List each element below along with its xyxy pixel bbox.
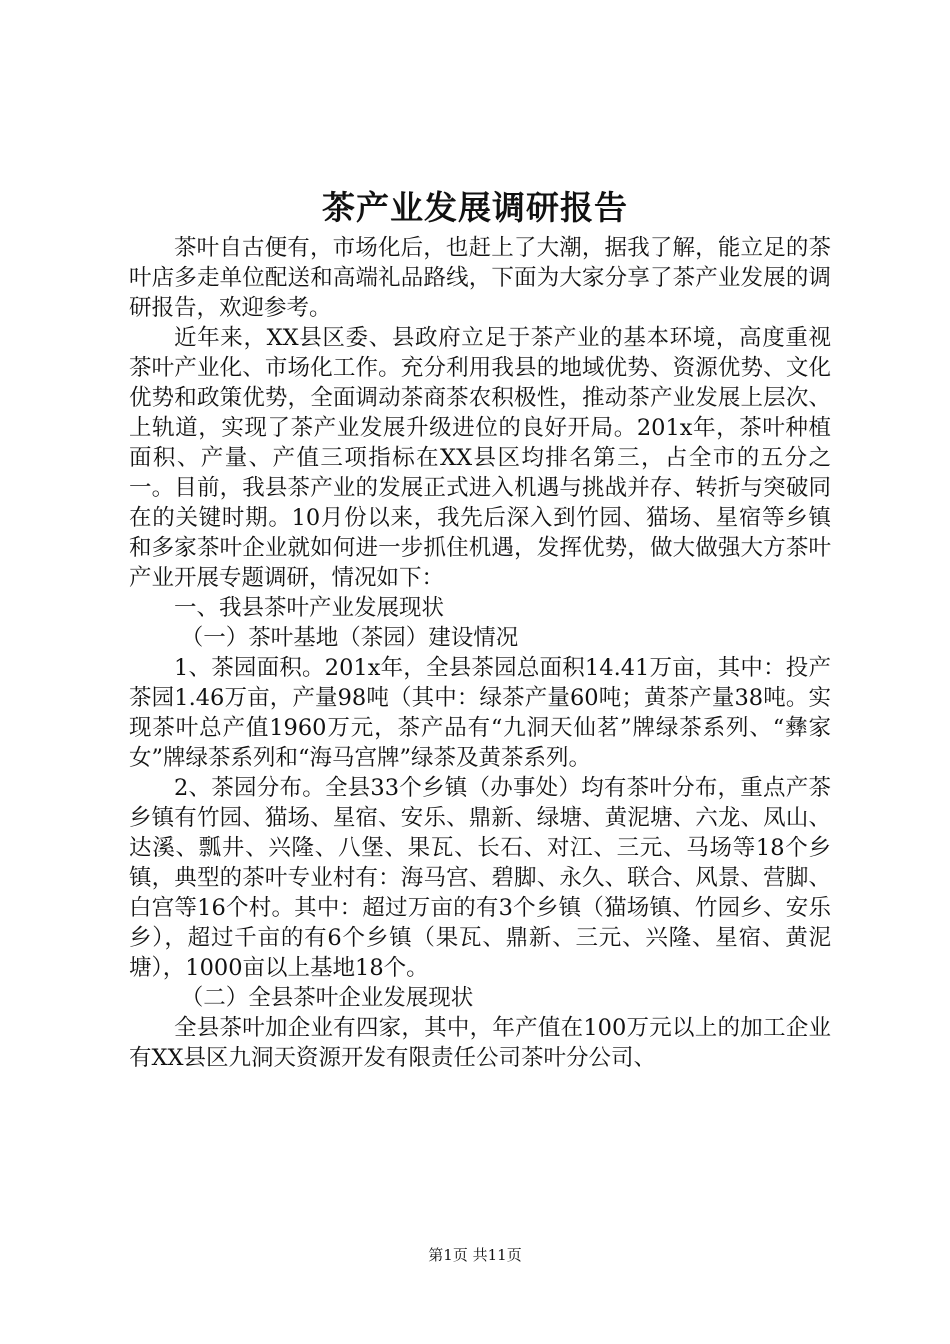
enterprise-paragraph: 全县茶叶加企业有四家，其中，年产值在100万元以上的加工企业有XX县区九洞天资源开发有限责任公司茶叶分公司、	[129, 1015, 831, 1071]
intro-paragraph: 茶叶自古便有，市场化后，也赶上了大潮，据我了解，能立足的茶叶店多走单位配送和高端礼品路线，下面为大家分享了茶产业发展的调研报告，欢迎参考。	[129, 235, 831, 321]
tea-garden-area-paragraph: 1、茶园面积。201x年，全县茶园总面积14.41万亩，其中：投产茶园1.46万亩，产量98吨（其中：绿茶产量60吨；黄茶产量38吨。实现茶叶总产值1960万元，茶产品有“九洞天仙茗”牌绿茶系列、“彝家女”牌绿茶系列和“海马宫牌”绿茶及黄茶系列。	[129, 655, 831, 771]
subsection-heading-1: （一）茶叶基地（茶园）建设情况	[180, 625, 519, 651]
document-title: 茶产业发展调研报告	[322, 188, 628, 227]
background-paragraph: 近年来，XX县区委、县政府立足于茶产业的基本环境，高度重视茶叶产业化、市场化工作。充分利用我县的地域优势、资源优势、文化优势和政策优势，全面调动茶商茶农积极性，推动茶产业发展上层次、上轨道，实现了茶产业发展升级进位的良好开局。201x年，茶叶种植面积、产量、产值三项指标在XX县区均排名第三，占全市的五分之一。目前，我县茶产业的发展正式进入机遇与挑战并存、转折与突破同在的关键时期。10月份以来，我先后深入到竹园、猫场、星宿等乡镇和多家茶叶企业就如何进一步抓住机遇，发挥优势，做大做强大方茶叶产业开展专题调研，情况如下：	[129, 325, 831, 591]
subsection-heading-2: （二）全县茶叶企业发展现状	[180, 985, 474, 1011]
document-body	[129, 233, 831, 1073]
section-heading-1: 一、我县茶叶产业发展现状	[174, 595, 445, 621]
tea-garden-distribution-paragraph: 2、茶园分布。全县33个乡镇（办事处）均有茶叶分布，重点产茶乡镇有竹园、猫场、星宿、安乐、鼎新、绿塘、黄泥塘、六龙、凤山、达溪、瓢井、兴隆、八堡、果瓦、长石、对江、三元、马场等18个乡镇，典型的茶叶专业村有：海马宫、碧脚、永久、联合、风景、营脚、白宫等16个村。其中：超过万亩的有3个乡镇（猫场镇、竹园乡、安乐乡），超过千亩的有6个乡镇（果瓦、鼎新、三元、兴隆、星宿、黄泥塘），1000亩以上基地18个。	[129, 775, 831, 981]
page-footer: 第1页 共11页	[428, 1246, 522, 1264]
